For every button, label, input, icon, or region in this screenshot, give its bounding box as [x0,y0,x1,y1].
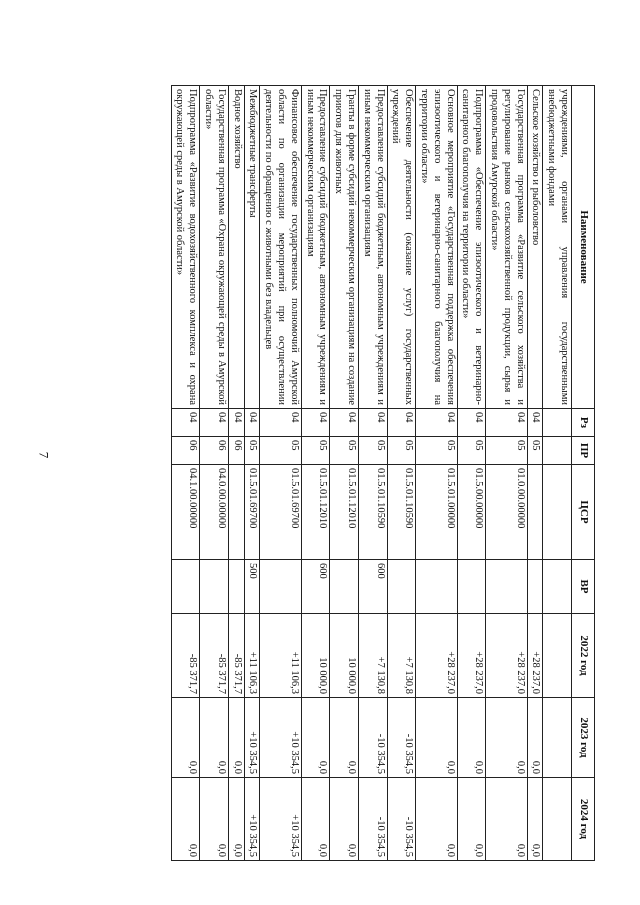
row-name-cell: Водное хозяйство [228,86,244,409]
row-2022-cell: +28 237,0 [457,614,486,698]
row-2024-cell: 0,0 [330,778,359,861]
row-name-cell: Подпрограмма «Развитие водохозяйственного комплекса и охрана окружающей среды в Амурской области» [171,86,200,409]
row-name-cell: Предоставление субсидий бюджетным, автономным учреждениям и иным некоммерческим организациям [301,86,330,409]
row-2023-cell: 0,0 [171,698,200,778]
row-rz-cell: 04 [457,409,486,437]
row-name-cell: Основное мероприятие «Государственная поддержка обеспечения эпизоотического и ветеринарно-санитарного благополучия на территории области» [416,86,457,409]
row-vr-cell [330,560,359,614]
row-2023-cell: 0,0 [457,698,486,778]
row-vr-cell [457,560,486,614]
row-2023-cell: 0,0 [486,698,527,778]
row-csr-cell: 04.0.00.00000 [200,465,229,560]
row-2024-cell: 0,0 [457,778,486,861]
page-number: 7 [36,451,52,459]
row-csr-cell: 01.5.01.10590 [359,465,388,560]
col-csr-header: ЦСР [572,465,595,560]
row-name-cell: Финансовое обеспечение государственных полномочий Амурской области по организации мероприятий при осуществлении деятельности по обращению с животными без владельцев [260,86,301,409]
row-pr-cell: 05 [359,437,388,465]
row-csr-cell [543,465,572,560]
row-2024-cell: -10 354,5 [359,778,388,861]
row-rz-cell: 04 [416,409,457,437]
row-pr-cell: 06 [171,437,200,465]
row-2023-cell: 0,0 [301,698,330,778]
table-row [200,86,229,861]
row-rz-cell: 04 [260,409,301,437]
row-rz-cell: 04 [200,409,229,437]
table-body [171,86,571,861]
table-row [527,86,543,861]
row-2022-cell: -85 371,7 [200,614,229,698]
row-pr-cell: 05 [527,437,543,465]
row-2022-cell: 10 000,0 [330,614,359,698]
row-2024-cell [543,778,572,861]
table-row [416,86,457,861]
table-row [171,86,200,861]
table-row [301,86,330,861]
row-rz-cell: 04 [171,409,200,437]
table-row [244,86,260,861]
row-name-cell: Предоставление субсидий бюджетным, автономным учреждениям и иным некоммерческим организациям [359,86,388,409]
row-2024-cell: 0,0 [416,778,457,861]
row-vr-cell [260,560,301,614]
row-name-cell: учреждениями, органами управления государственными внебюджетными фондами [543,86,572,409]
row-vr-cell [200,560,229,614]
row-2024-cell: 0,0 [486,778,527,861]
row-2023-cell: 0,0 [416,698,457,778]
row-2022-cell: +11 106,3 [244,614,260,698]
row-2023-cell: -10 354,5 [359,698,388,778]
row-csr-cell: 01.5.01.10590 [387,465,416,560]
col-vr-header: ВР [572,560,595,614]
row-rz-cell: 04 [527,409,543,437]
table-row [260,86,301,861]
row-csr-cell: 04.1.00.00000 [171,465,200,560]
row-pr-cell [543,437,572,465]
row-rz-cell: 04 [330,409,359,437]
row-2022-cell: +28 237,0 [527,614,543,698]
col-name-header: Наименование [572,86,595,409]
row-rz-cell: 04 [359,409,388,437]
row-name-cell: Обеспечение деятельности (оказание услуг) государственных учреждений [387,86,416,409]
table-row [457,86,486,861]
row-name-cell: Межбюджетные трансферты [244,86,260,409]
col-2022-header: 2022 год [572,614,595,698]
row-vr-cell: 600 [359,560,388,614]
row-csr-cell [228,465,244,560]
row-name-cell: Подпрограмма «Обеспечение эпизоотического и ветеринарно-санитарного благополучия на территории области» [457,86,486,409]
row-rz-cell: 04 [387,409,416,437]
row-pr-cell: 05 [244,437,260,465]
row-vr-cell [416,560,457,614]
row-2024-cell: -10 354,5 [387,778,416,861]
row-2022-cell: +7 130,8 [359,614,388,698]
row-2023-cell: +10 354,5 [244,698,260,778]
rotated-page [111,85,595,860]
table-row [359,86,388,861]
table-header [572,86,595,861]
row-2024-cell: 0,0 [228,778,244,861]
row-vr-cell [543,560,572,614]
row-vr-cell [171,560,200,614]
row-vr-cell [387,560,416,614]
row-2024-cell: 0,0 [171,778,200,861]
col-2023-header: 2023 год [572,698,595,778]
row-rz-cell [543,409,572,437]
row-2022-cell: +28 237,0 [416,614,457,698]
row-pr-cell: 05 [457,437,486,465]
table-row [387,86,416,861]
row-pr-cell: 05 [387,437,416,465]
row-vr-cell [228,560,244,614]
row-name-cell: Государственная программа «Охрана окружающей среды в Амурской области» [200,86,229,409]
row-2023-cell: 0,0 [200,698,229,778]
row-vr-cell [527,560,543,614]
row-pr-cell: 06 [228,437,244,465]
row-2023-cell: 0,0 [330,698,359,778]
row-2022-cell [543,614,572,698]
row-csr-cell: 01.0.00.00000 [486,465,527,560]
row-2024-cell: +10 354,5 [244,778,260,861]
row-pr-cell: 05 [416,437,457,465]
row-rz-cell: 04 [301,409,330,437]
row-csr-cell: 01.5.01.69700 [260,465,301,560]
row-2023-cell: 0,0 [527,698,543,778]
row-vr-cell: 500 [244,560,260,614]
row-csr-cell [527,465,543,560]
table-row [330,86,359,861]
budget-table [171,85,595,861]
row-rz-cell: 04 [228,409,244,437]
table-row [486,86,527,861]
row-pr-cell: 05 [260,437,301,465]
row-2024-cell: 0,0 [527,778,543,861]
row-2023-cell: +10 354,5 [260,698,301,778]
row-2022-cell: 10 000,0 [301,614,330,698]
row-csr-cell: 01.5.01.12010 [301,465,330,560]
row-csr-cell: 01.5.01.00000 [416,465,457,560]
row-2022-cell: +11 106,3 [260,614,301,698]
row-rz-cell: 04 [486,409,527,437]
row-csr-cell: 01.5.01.12010 [330,465,359,560]
row-2023-cell: 0,0 [228,698,244,778]
row-pr-cell: 05 [301,437,330,465]
row-csr-cell: 01.5.00.00000 [457,465,486,560]
row-2024-cell: 0,0 [200,778,229,861]
row-2024-cell: 0,0 [301,778,330,861]
row-pr-cell: 06 [200,437,229,465]
table-row [543,86,572,861]
row-name-cell: Государственная программа «Развитие сельского хозяйства и регулирование рынков сельскохозяйственной продукции, сырья и продовольствия Амурской области» [486,86,527,409]
row-2022-cell: +7 130,8 [387,614,416,698]
row-pr-cell: 05 [330,437,359,465]
col-rz-header: Рз [572,409,595,437]
row-2024-cell: +10 354,5 [260,778,301,861]
row-2022-cell: +28 237,0 [486,614,527,698]
table-row [228,86,244,861]
col-2024-header: 2024 год [572,778,595,861]
row-2023-cell [543,698,572,778]
row-rz-cell: 04 [244,409,260,437]
row-vr-cell [486,560,527,614]
row-2023-cell: -10 354,5 [387,698,416,778]
row-2022-cell: -85 371,7 [228,614,244,698]
row-vr-cell: 600 [301,560,330,614]
row-pr-cell: 05 [486,437,527,465]
row-2022-cell: -85 371,7 [171,614,200,698]
row-csr-cell: 01.5.01.69700 [244,465,260,560]
row-name-cell: Сельское хозяйство и рыболовство [527,86,543,409]
col-pr-header: ПР [572,437,595,465]
row-name-cell: Гранты в форме субсидий некоммерческим организациям на создание приютов для животных [330,86,359,409]
